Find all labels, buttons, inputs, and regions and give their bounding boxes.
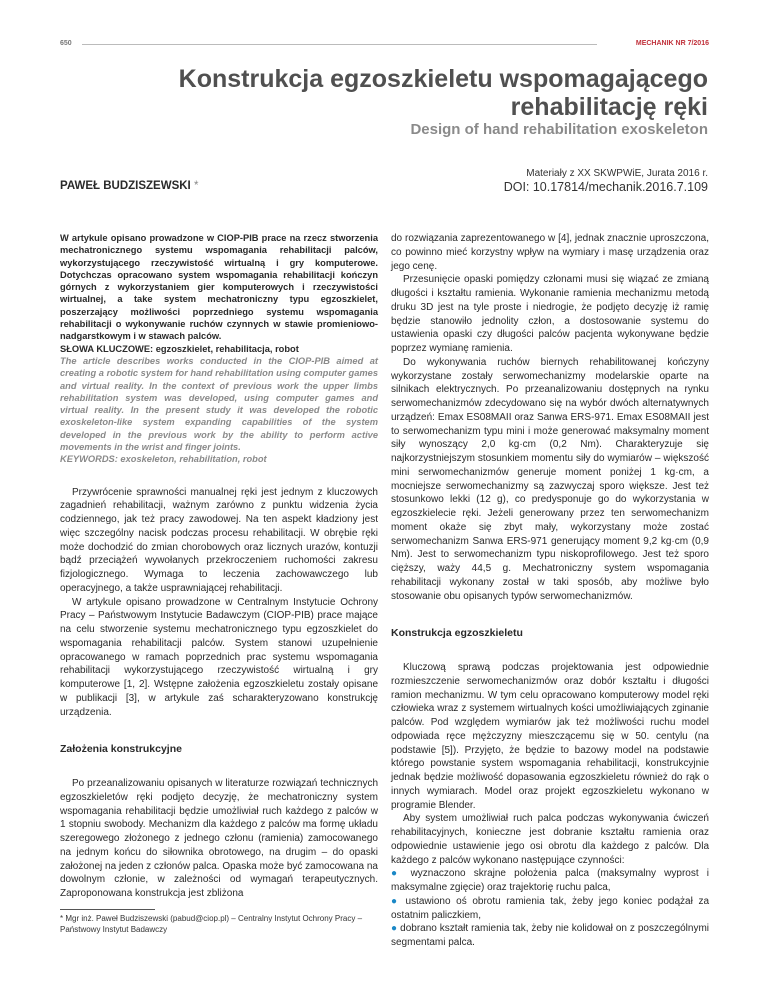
journal-issue: MECHANIK NR 7/2016	[635, 40, 709, 47]
left-column	[60, 232, 378, 901]
author-name: PAWEŁ BUDZISZEWSKI	[60, 180, 191, 192]
paragraph: Przywrócenie sprawności manualnej ręki jest jednym z kluczowych zagadnień rehabilitacji, ważnym zarówno z punktu widzenia życia codziennego, jak też pracy zawodowej. Na ten aspekt kładziony jest więc szczególny nacisk podczas procesu rehabilitacji. W obrębie ręki może dochodzić do zmian chorobowych oraz licznych urazów, kontuzji bądź przeciążeń wywołanych przekroczeniem ruchomości zakresu fizjologicznego. Wymaga to leczenia zachowawczego lub operacyjnego, a także usprawniającej rehabilitacji.	[60, 486, 378, 594]
header-rule	[82, 44, 597, 45]
paragraph: W artykule opisano prowadzone w Centralnym Instytucie Ochrony Pracy – Państwowym Instytucie Badawczym (CIOP-PIB) prace mające na celu stworzenie systemu mechatronicznego typu egzoszkielet do wspomagania rehabilitacji palców. System stanowi uzupełnienie opracowanego w ramach poprzednich prac systemu wspomagania rehabilitacji wykorzystującego rzeczywistość wirtualną i gry komputerowe [1, 2]. Wstępne założenia egzoszkieletu zostały opisane w publikacji [3], w artykule zaś scharakteryzowano konstrukcję urządzenia.	[60, 596, 378, 718]
list-item	[391, 867, 709, 895]
author	[60, 180, 198, 192]
footnote: * Mgr inż. Paweł Budziszewski (pabud@ciop.pl) – Centralny Instytut Ochrony Pracy – Państwowy Instytut Badawczy	[60, 914, 363, 934]
bullet-icon: ●	[391, 895, 400, 907]
list-item	[391, 895, 709, 923]
bullet-icon: ●	[391, 923, 398, 935]
doi: DOI: 10.17814/mechanik.2016.7.109	[503, 180, 708, 194]
list-item	[391, 922, 709, 950]
conference-note: Materiały z XX SKWPWiE, Jurata 2016 r.	[526, 168, 708, 179]
paragraph: Do wykonywania ruchów biernych rehabilitowanej kończyny wykorzystane zostały serwomechanizmy modelarskie oparte na silnikach elektrycznych. Po przeanalizowaniu dostępnych na rynku serwomechanizmów zdecydowano się na wybór dwóch alternatywnych urządzeń: Emax ES08MAII oraz Sanwa ERS-971. Emax ES08MAII jest to serwomechanizm typu mini i może generować maksymalny moment siły wynoszący 2,0 kg·cm (0,2 Nm). Charakteryzuje się najkorzystniejszym stosunkiem momentu siły do wymiarów – większość mini serwomechanizmów generuje moment poniżej 1 kg·cm, a mocniejsze serwomechanizmy są zazwyczaj sporo większe. Jest też stosunkowo lekki (12 g), co predysponuje go do wykorzystania w egzoszkielecie ręki. Jeżeli generowany przez ten serwomechanizm moment okaże się zbyt mały, wykorzystany może zostać serwomechanizm Sanwa ERS-971 generujący moment 9,2 kg·cm (0,9 Nm). Jest to serwomechanizm typu niskoprofilowego. Jest też sporo cięższy, waży 44,5 g. Mechatroniczny system wspomagania rehabilitacji wykonany został w taki sposób, aby możliwe było stosowanie obu opisanych typów serwomechanizmów.	[391, 356, 709, 602]
article-title: Konstrukcja egzoszkieletu wspomagającego rehabilitację ręki	[178, 65, 708, 121]
article-subtitle: Design of hand rehabilitation exoskeleton	[410, 121, 708, 138]
abstract-pl: W artykule opisano prowadzone w CIOP-PIB prace na rzecz stworzenia mechatronicznego systemu wspomagania rehabilitacji palców, wykorzystującego rzeczywistość wirtualną i gry komputerowe. Dotychczas opracowano system wspomagania rehabilitacji kończyn górnych z wykorzystaniem gier komputerowych i rzeczywistości wirtualnej, a take system mechatroniczny typu egzoszkielet, poszerzający możliwości poprzedniego systemu wspomagania rehabilitacji o wykonywanie ruchów czynnych w stawie promieniowo-nadgarstkowym i w stawach palców.	[60, 233, 378, 342]
keywords-pl: SŁOWA KLUCZOWE: egzoszkielet, rehabilitacja, robot	[60, 343, 299, 354]
author-footnote-mark: *	[190, 180, 199, 192]
bullet-icon: ●	[391, 868, 403, 880]
list-item-text: wyznaczono skrajne położenia palca (maksymalny wyprost i maksymalne zgięcie) oraz trajektorię ruchu palca,	[391, 868, 710, 893]
section-heading: Założenia konstrukcyjne	[60, 743, 182, 756]
list-item-text: ustawiono oś obrotu ramienia tak, żeby jego koniec podążał za ostatnim paliczkiem,	[391, 895, 710, 921]
right-column	[391, 232, 709, 950]
list-item-text: dobrano kształt ramienia tak, żeby nie kolidował on z poszczególnymi segmentami palca.	[391, 923, 709, 948]
paragraph: Przesunięcie opaski pomiędzy członami musi się wiązać ze zmianą długości i kształtu ramienia. Wykonanie ramienia mechanizmu metodą druku 3D jest na tyle proste i niedrogie, że podjęto decyzję iż ramię będzie stanowiło jednolity człon, a dostosowanie systemu do ustawienia opaski czy długości palców pacjenta wykonywane będzie poprzez wymianę ramienia.	[391, 274, 709, 354]
paragraph: Po przeanalizowaniu opisanych w literaturze rozwiązań technicznych egzoszkieletów ręki podjęto decyzję, że mechatroniczny system wspomagania rehabilitacji będzie umożliwiał ruch każdego z palców w 1 stopniu swobody. Mechanizm dla każdego z palców ma formę układu szeregowego złożonego z jednego członu (ramienia) zamocowanego na jednym końcu do siłownika obrotowego, na drugim – do opaski założonej na jeden z członów palca. Opaska może być zamocowana na dowolnym członie, w zależności od wymagań terapeutycznych. Zaproponowana konstrukcja jest zbliżona	[60, 778, 378, 900]
paragraph: Kluczową sprawą podczas projektowania jest odpowiednie rozmieszczenie serwomechanizmów oraz dobór kształtu i długości ramion mechanizmu. W tym celu opracowano komputerowy model ręki człowieka wraz z systemem wirtualnych kości umożliwiających zginanie palców. Pod względem wymiarów jak też możliwości ruchu model odpowiada ręce mężczyzny mieszczącemu się w 50. centylu (na podstawie [5]). Przyjęto, że będzie to bazowy model na podstawie którego powstanie system wspomagania rehabilitacji, konstrukcyjnie jednak będzie możliwość dopasowania egzoszkieletu również do rąk o innych wymiarach. Model oraz projekt egzoszkieletu wykonano w programie Blender.	[391, 662, 709, 811]
paragraph: Aby system umożliwiał ruch palca podczas wykonywania ćwiczeń rehabilitacyjnych, konieczne jest dobranie kształtu ramienia oraz odpowiednie ustawienie jego osi obrotu dla każdego z palców. Dla każdego z palców wykonano następujące czynności:	[391, 813, 709, 866]
abstract-en: The article describes works conducted in the CIOP-PIB aimed at creating a robotic system for hand rehabilitation using computer games and virtual reality. In the context of previous work the upper limbs rehabilitation system was developed, using computer games and virtual reality. In the present study it was developed the robotic exoskeleton-like system expanding capabilities of the system developed in the previous work by the ability to perform active movements in the wrist and finger joints.	[60, 355, 378, 453]
footnote-rule	[60, 909, 155, 910]
paragraph: do rozwiązania zaprezentowanego w [4], jednak znacznie uproszczona, co powinno mieć korzystny wpływ na wymiary i masę urządzenia oraz jego cenę.	[391, 233, 709, 272]
keywords-en: KEYWORDS: exoskeleton, rehabilitation, robot	[60, 454, 267, 465]
page-number: 650	[60, 40, 72, 47]
section-heading: Konstrukcja egzoszkieletu	[391, 627, 523, 640]
